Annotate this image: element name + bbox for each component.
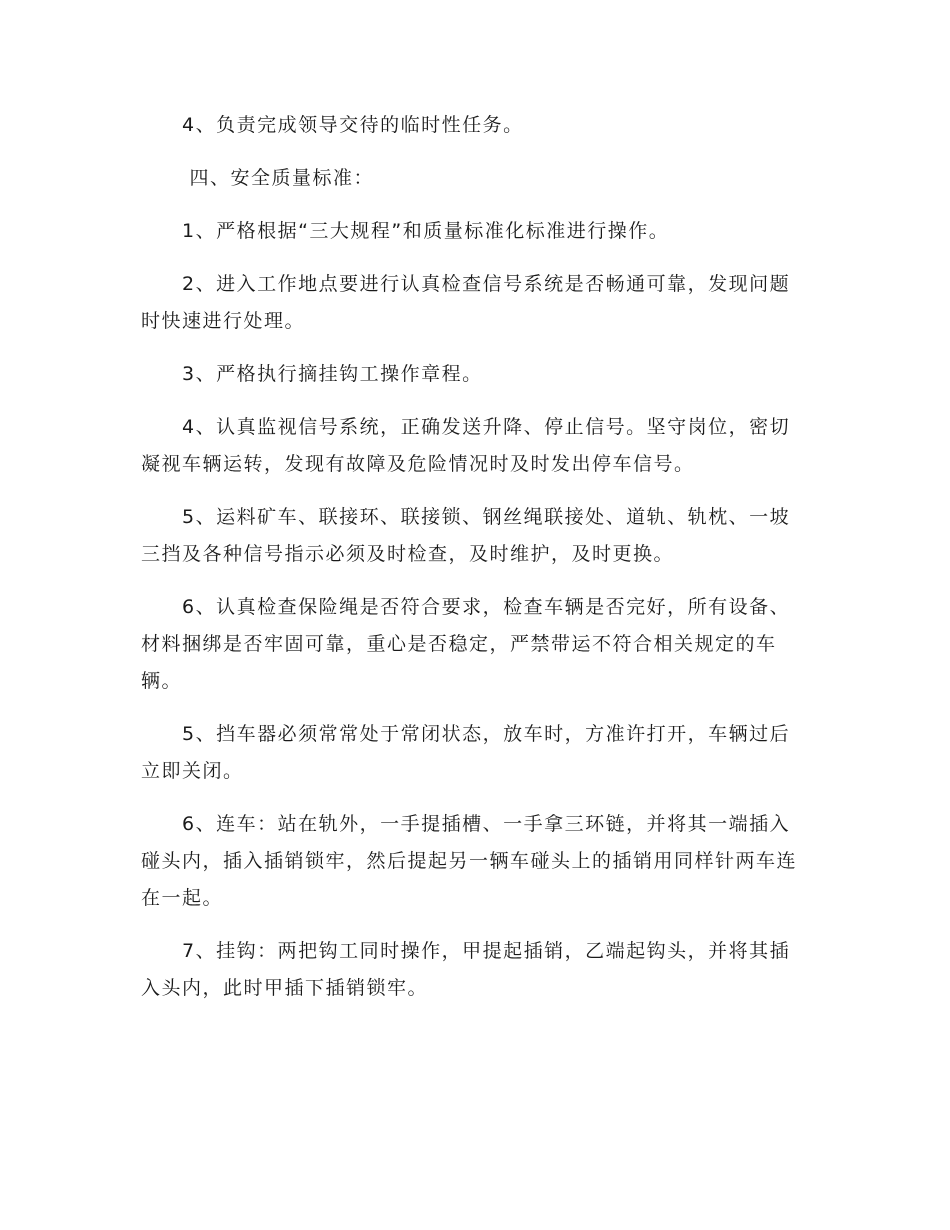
paragraph-standard-4: 4、认真监视信号系统，正确发送升降、停止信号。坚守岗位，密切凝视车辆运转，发现有故障及危险情况时及时发出停车信号。 bbox=[141, 416, 791, 475]
paragraph-hooking: 7、挂钩：两把钩工同时操作，甲提起插销，乙端起钩头，并将其插入头内，此时甲插下插销锁牢。 bbox=[141, 940, 791, 999]
paragraph-task-4: 4、负责完成领导交待的临时性任务。 bbox=[141, 114, 524, 136]
paragraph-standard-1: 1、严格根据“三大规程”和质量标准化标准进行操作。 bbox=[141, 220, 670, 242]
paragraph-standard-3: 3、严格执行摘挂钩工操作章程。 bbox=[141, 363, 483, 385]
paragraph-stopper: 5、挡车器必须常常处于常闭状态，放车时，方准许打开，车辆过后立即关闭。 bbox=[141, 723, 791, 782]
paragraph-standard-2: 2、进入工作地点要进行认真检查信号系统是否畅通可靠，发现问题时快速进行处理。 bbox=[141, 273, 791, 332]
paragraph-standard-6: 6、认真检查保险绳是否符合要求，检查车辆是否完好，所有设备、材料捆绑是否牢固可靠，重心是否稳定，严禁带运不符合相关规定的车辆。 bbox=[141, 596, 791, 692]
section-heading-safety-quality: 四、安全质量标准： bbox=[141, 167, 375, 189]
paragraph-coupling: 6、连车：站在轨外，一手提插槽、一手拿三环链，并将其一端插入碰头内，插入插销锁牢，然后提起另一辆车碰头上的插销用同样针两车连在一起。 bbox=[141, 813, 798, 909]
paragraph-standard-5: 5、运料矿车、联接环、联接锁、钢丝绳联接处、道轨、轨枕、一坡三挡及各种信号指示必须及时检查，及时维护，及时更换。 bbox=[141, 506, 791, 565]
